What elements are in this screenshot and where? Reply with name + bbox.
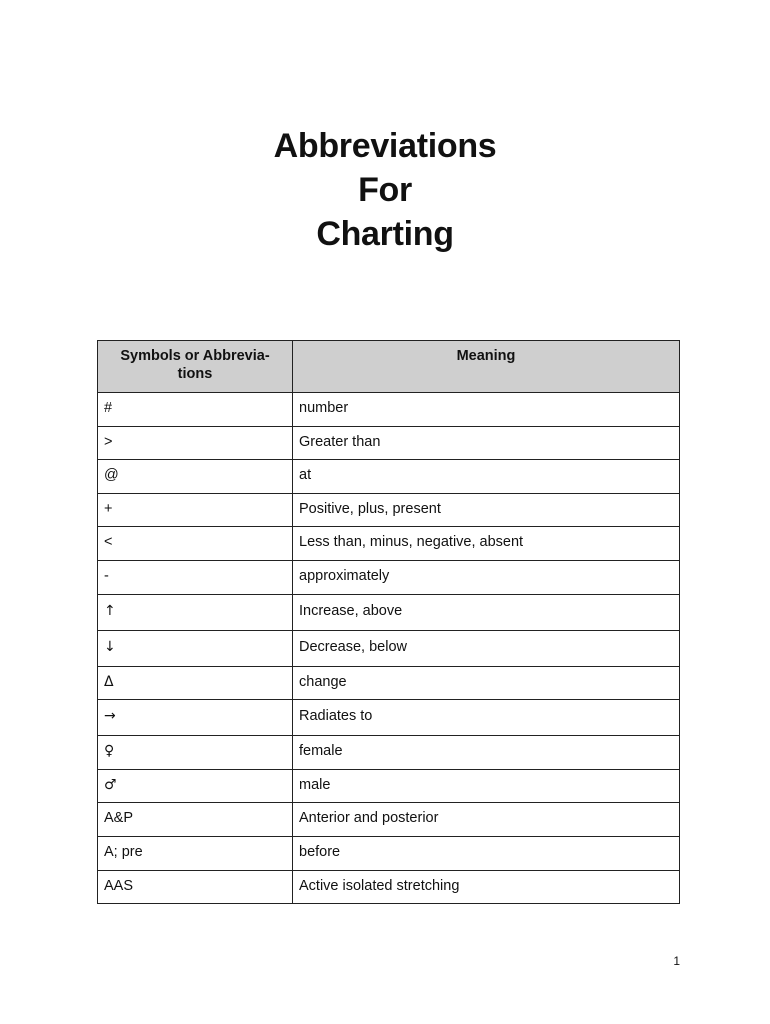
meaning-cell: Decrease, below: [293, 630, 680, 666]
female-icon: ♀: [98, 736, 293, 770]
meaning-cell: Anterior and posterior: [293, 803, 680, 837]
title-line-2: For: [358, 171, 412, 209]
table-row: [98, 630, 680, 666]
symbol-cell: <: [98, 527, 293, 561]
meaning-cell: Positive, plus, present: [293, 493, 680, 527]
table-row: [98, 594, 680, 630]
male-icon: ♂: [98, 769, 293, 803]
table-row: [98, 393, 680, 427]
page-number: 1: [673, 954, 680, 968]
table-row: [98, 493, 680, 527]
down-arrow-icon: ↓: [98, 630, 293, 666]
table-row: [98, 769, 680, 803]
header-symbols-label: Symbols or Abbrevia- tions: [120, 348, 270, 382]
table-header-row: [98, 341, 680, 393]
table-row: [98, 870, 680, 904]
right-arrow-icon: →: [98, 700, 293, 736]
meaning-cell: Greater than: [293, 426, 680, 460]
delta-icon: Δ: [98, 666, 293, 700]
symbol-cell: -: [98, 560, 293, 594]
meaning-cell: Radiates to: [293, 700, 680, 736]
symbol-cell: @: [98, 460, 293, 494]
table-row: [98, 527, 680, 561]
table-row: [98, 666, 680, 700]
meaning-cell: approximately: [293, 560, 680, 594]
table-row: [98, 803, 680, 837]
meaning-cell: Active isolated stretching: [293, 870, 680, 904]
meaning-cell: before: [293, 836, 680, 870]
symbol-cell: AAS: [98, 870, 293, 904]
abbreviations-table: [97, 340, 680, 904]
symbol-cell: A&P: [98, 803, 293, 837]
header-symbols: [98, 341, 293, 393]
table-row: [98, 736, 680, 770]
meaning-cell: female: [293, 736, 680, 770]
meaning-cell: Increase, above: [293, 594, 680, 630]
meaning-cell: change: [293, 666, 680, 700]
meaning-cell: at: [293, 460, 680, 494]
meaning-cell: Less than, minus, negative, absent: [293, 527, 680, 561]
symbol-cell: +: [98, 493, 293, 527]
symbol-cell: >: [98, 426, 293, 460]
header-meaning: [293, 341, 680, 393]
symbol-cell: A; pre: [98, 836, 293, 870]
title-line-3: Charting: [316, 215, 454, 253]
meaning-cell: male: [293, 769, 680, 803]
table-row: [98, 836, 680, 870]
table-row: [98, 700, 680, 736]
table-row: [98, 426, 680, 460]
table-row: [98, 460, 680, 494]
meaning-cell: number: [293, 393, 680, 427]
symbol-cell: #: [98, 393, 293, 427]
up-arrow-icon: ↑: [98, 594, 293, 630]
title-line-1: Abbreviations: [273, 127, 497, 165]
header-meaning-label: Meaning: [456, 348, 516, 364]
document-title: [0, 124, 770, 256]
table-row: [98, 560, 680, 594]
